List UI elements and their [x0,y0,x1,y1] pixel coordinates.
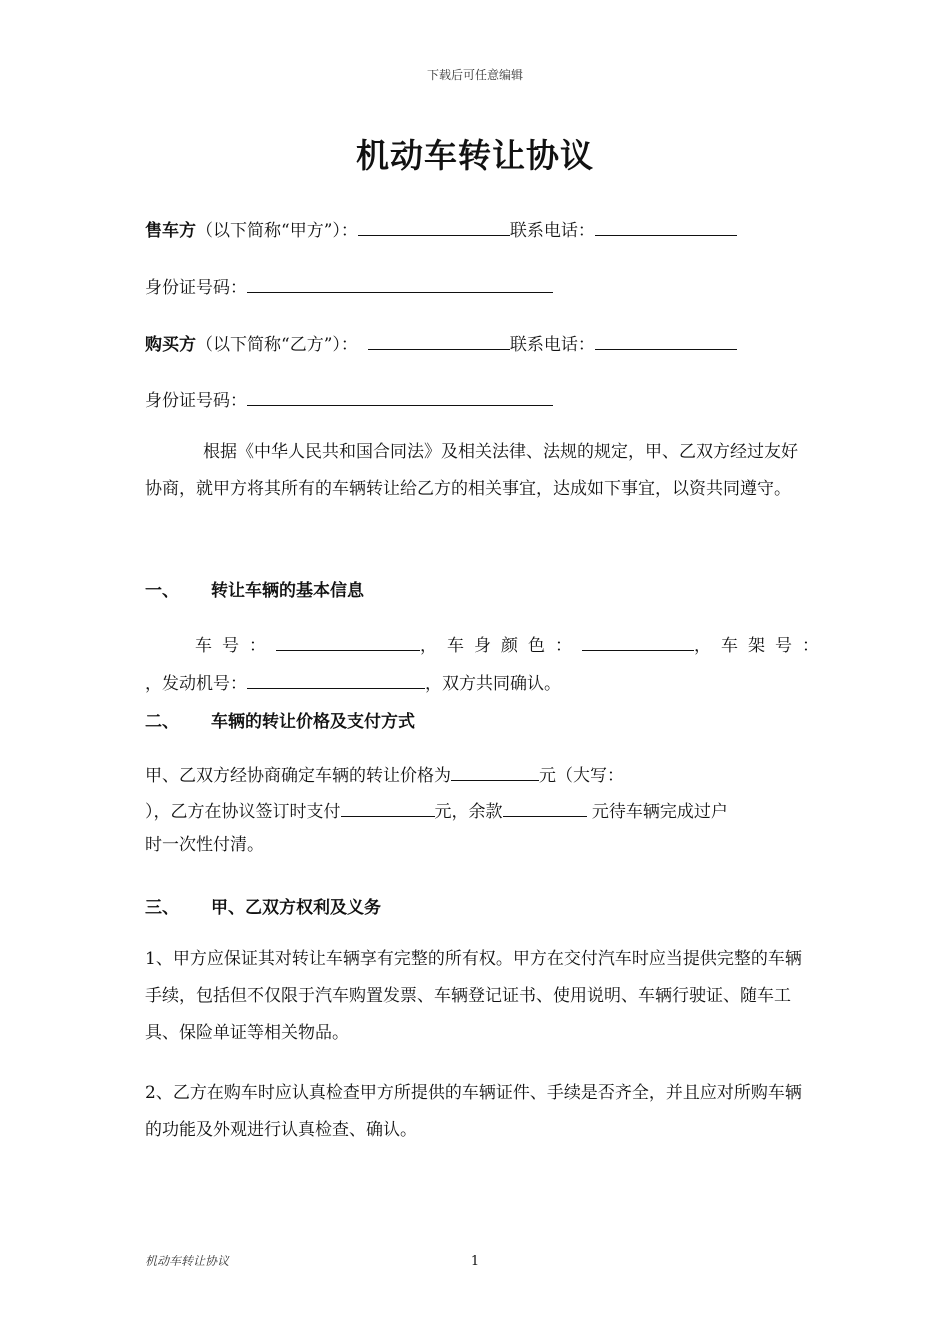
section2-title: 车辆的转让价格及支付方式 [211,712,415,732]
document-title: 机动车转让协议 [356,136,594,175]
price-line3 [145,837,264,854]
section2-number: 二、 [145,712,179,732]
buyer-id-line [145,389,553,410]
section3-heading [145,893,381,918]
color-field[interactable] [582,634,694,651]
engine-label: ，发动机号： [145,674,247,694]
frame-label: ，车架号： [694,636,829,656]
payoff-text: 时一次性付清。 [145,835,264,855]
seller-label: 售车方 [145,221,196,241]
price-line1 [145,764,624,785]
seller-id-line [145,276,553,297]
buyer-label: 购买方 [145,335,196,355]
clause-2: 2、乙方在购车时应认真检查甲方所提供的车辆证件、手续是否齐全，并且应对所购车辆的功能及外观进行认真检查、确认。 [145,1083,802,1140]
buyer-phone-field[interactable] [595,333,737,350]
buyer-line [145,333,737,354]
plate-label: 车号： [195,636,276,656]
confirm-text: ，双方共同确认。 [425,674,561,694]
seller-name-field[interactable] [358,219,510,236]
buyer-id-label: 身份证号码： [145,391,247,411]
section1-number: 一、 [145,581,179,601]
header-note: 下载后可任意编辑 [426,68,523,82]
buyer-phone-label: 联系电话： [509,335,595,355]
seller-phone-field[interactable] [595,219,737,236]
transfer-text: 元待车辆完成过户 [586,802,728,822]
section1-title: 转让车辆的基本信息 [211,581,364,601]
intro-paragraph: 根据《中华人民共和国合同法》及相关法律、法规的规定，甲、乙双方经过友好协商，就甲方将其所有的车辆转让给乙方的相关事宜，达成如下事宜，以资共同遵守。 [145,442,798,499]
buyer-id-field[interactable] [247,389,553,406]
vehicle-info-line2 [145,672,561,693]
price-text: 甲、乙双方经协商确定车辆的转让价格为 [145,766,451,786]
section2-heading [145,707,415,732]
seller-line [145,219,737,240]
vehicle-info-line1 [195,634,829,655]
price-uppercase-label: 元（大写： [539,766,624,786]
engine-field[interactable] [247,672,425,689]
footer-doc-name: 机动车转让协议 [145,1254,230,1268]
seller-id-field[interactable] [247,276,553,293]
buyer-name-field[interactable] [368,333,510,350]
seller-alias: （以下简称“甲方”）： [196,221,358,241]
buyer-alias: （以下简称“乙方”）： [196,335,358,355]
page-number: 1 [470,1254,480,1269]
clause-1: 1、甲方应保证其对转让车辆享有完整的所有权。甲方在交付汽车时应当提供完整的车辆手续，包括但不仅限于汽车购置发票、车辆登记证书、使用说明、车辆行驶证、随车工具、保险单证等相关物品。 [145,949,802,1043]
section1-heading [145,576,364,601]
section3-number: 三、 [145,898,179,918]
seller-phone-label: 联系电话： [509,221,595,241]
price-field[interactable] [451,764,539,781]
section3-title: 甲、乙双方权利及义务 [211,898,381,918]
deposit-text: ），乙方在协议签订时支付 [145,802,341,822]
price-line2 [145,800,728,821]
balance-text: 元，余款 [434,802,503,822]
seller-id-label: 身份证号码： [145,278,247,298]
deposit-field[interactable] [341,800,435,817]
plate-field[interactable] [276,634,420,651]
color-label: ，车身颜色： [420,636,582,656]
balance-field[interactable] [503,800,587,817]
